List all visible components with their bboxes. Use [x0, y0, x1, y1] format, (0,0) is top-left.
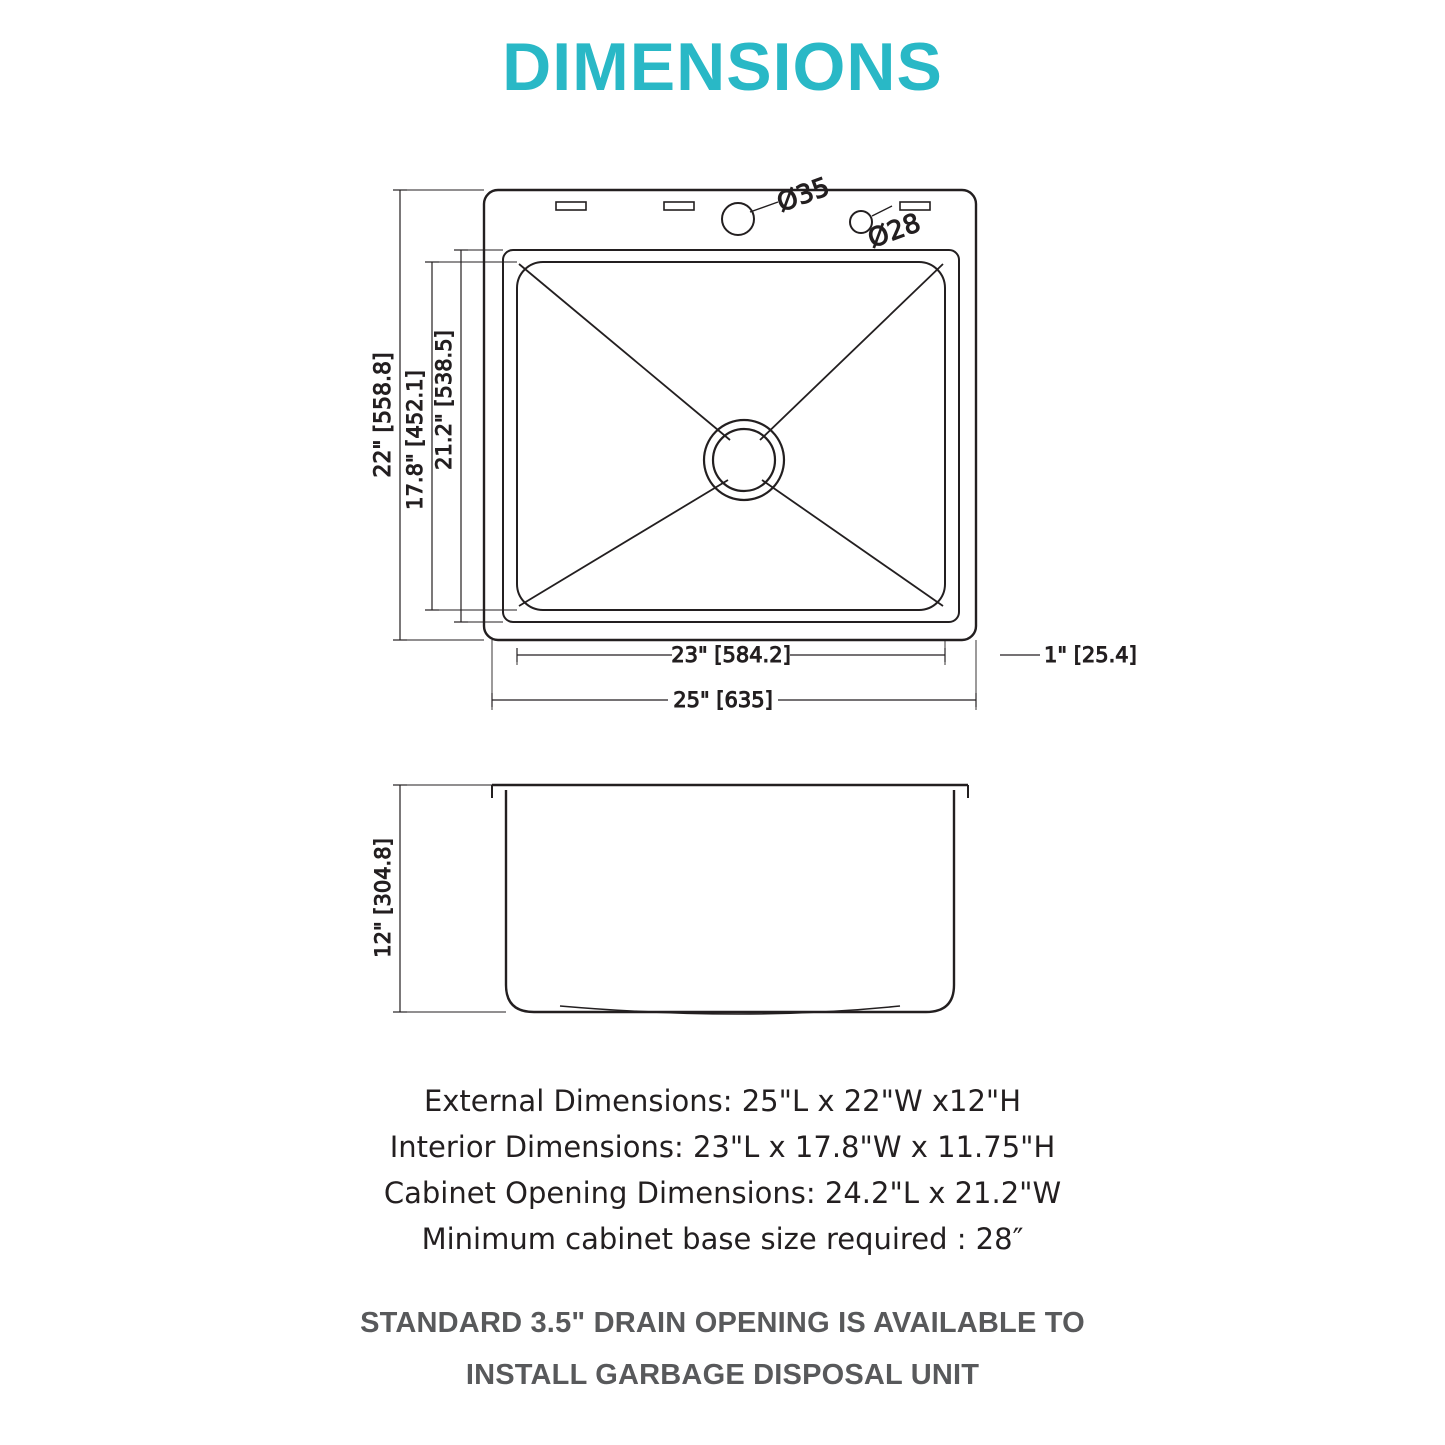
dim-outer-width-label: 25" [635]	[673, 688, 773, 712]
dim-inner-width-label: 23" [584.2]	[671, 643, 791, 667]
hole-small-label: Ø28	[864, 208, 925, 255]
dim-rim-label: 1" [25.4]	[1044, 643, 1137, 667]
top-view-group	[371, 172, 1137, 712]
footer-line-1: STANDARD 3.5" DRAIN OPENING IS AVAILABLE TO	[360, 1307, 1085, 1339]
ledge-notch-left	[556, 202, 586, 210]
front-view-group	[371, 785, 968, 1014]
basin-slope-line-top-right	[760, 264, 943, 440]
front-body-outline	[506, 790, 954, 1012]
dim-inner-height-label: 17.8" [452.1]	[403, 370, 427, 510]
drain-inner-circle	[713, 429, 775, 491]
basin-slope-line-bottom-left	[519, 480, 728, 606]
sink-basin-outline	[517, 262, 945, 610]
ledge-notch-center	[664, 202, 694, 210]
dim-depth-label: 12" [304.8]	[371, 838, 395, 958]
hole-large-label: Ø35	[773, 172, 834, 219]
technical-drawing	[0, 150, 1445, 1050]
dim-opening-height-label: 21.2" [538.5]	[432, 330, 456, 470]
basin-slope-line-top-left	[519, 264, 730, 440]
dim-outer-height-label: 22" [558.8]	[371, 352, 396, 478]
page-title: DIMENSIONS	[502, 29, 943, 105]
hole-large-leader	[750, 202, 778, 212]
ledge-notch-right	[900, 202, 930, 210]
footer-note	[0, 1297, 1445, 1401]
drain-outer-circle	[704, 420, 784, 500]
spec-interior-dimensions: Interior Dimensions: 23"L x 17.8"W x 11.75"H	[389, 1130, 1056, 1164]
drawing-svg	[0, 150, 1445, 1050]
hole-small-leader	[872, 206, 892, 216]
footer-line-2: INSTALL GARBAGE DISPOSAL UNIT	[465, 1359, 980, 1391]
spec-cabinet-opening: Cabinet Opening Dimensions: 24.2"L x 21.2"W	[383, 1176, 1062, 1210]
spec-min-cabinet-base: Minimum cabinet base size required : 28″	[421, 1222, 1024, 1256]
faucet-hole-large	[722, 203, 754, 235]
sink-rim-outline	[503, 250, 959, 622]
specifications-list	[0, 1078, 1445, 1262]
spec-external-dimensions: External Dimensions: 25"L x 22"W x12"H	[423, 1084, 1022, 1118]
sink-outer-outline	[484, 190, 976, 640]
basin-slope-line-bottom-right	[762, 480, 943, 606]
